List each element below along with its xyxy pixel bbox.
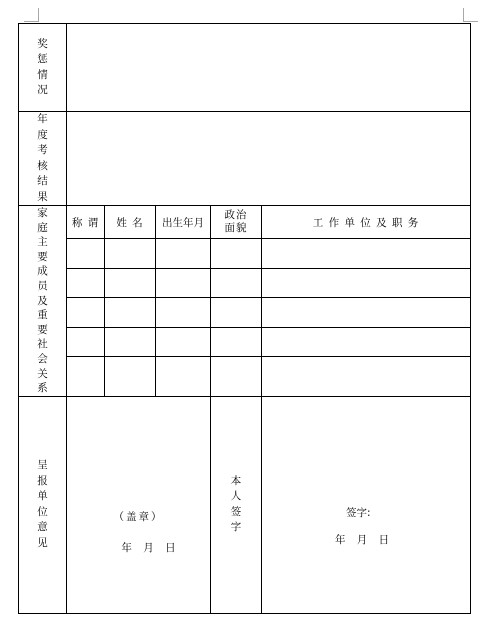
crop-mark-left-horizontal xyxy=(24,21,39,22)
family-header-birth: 出生年月 xyxy=(156,206,211,239)
family-label: 家庭主要成员及重要社会关系 xyxy=(37,207,48,395)
family-cell-birth[interactable] xyxy=(156,357,211,397)
family-cell-name[interactable] xyxy=(105,239,156,268)
family-cell-political[interactable] xyxy=(211,298,262,327)
awards-row xyxy=(19,24,471,112)
family-cell-birth[interactable] xyxy=(156,268,211,297)
family-row xyxy=(19,327,471,356)
opinion-row xyxy=(19,396,471,613)
family-cell-birth[interactable] xyxy=(156,327,211,356)
family-cell-workplace[interactable] xyxy=(262,268,471,297)
family-cell-workplace[interactable] xyxy=(262,357,471,397)
report-unit-opinion-field[interactable] xyxy=(67,396,211,613)
family-row xyxy=(19,239,471,268)
family-cell-political[interactable] xyxy=(211,327,262,356)
family-cell-birth[interactable] xyxy=(156,298,211,327)
annual-review-row xyxy=(19,112,471,206)
annual-review-label-cell xyxy=(19,112,67,206)
family-label-cell xyxy=(19,206,67,397)
annual-review-label: 年度考核结果 xyxy=(37,113,48,203)
family-row xyxy=(19,298,471,327)
family-cell-name[interactable] xyxy=(105,298,156,327)
family-cell-name[interactable] xyxy=(105,327,156,356)
awards-label-cell xyxy=(19,24,67,112)
family-cell-political[interactable] xyxy=(211,239,262,268)
family-cell-political[interactable] xyxy=(211,268,262,297)
family-cell-name[interactable] xyxy=(105,357,156,397)
personal-sign-label-cell xyxy=(211,396,262,613)
personal-date-line: 年 月 日 xyxy=(334,533,390,546)
sign-label: 签字: xyxy=(346,506,371,519)
family-cell-workplace[interactable] xyxy=(262,239,471,268)
crop-mark-right-vertical xyxy=(463,8,464,22)
annual-review-content-field[interactable] xyxy=(67,112,471,206)
family-header-workplace: 工 作 单 位 及 职 务 xyxy=(262,206,471,239)
report-unit-label: 呈报单位意见 xyxy=(37,459,48,549)
family-cell-relation[interactable] xyxy=(67,357,105,397)
family-cell-political[interactable] xyxy=(211,357,262,397)
personal-sign-label: 本人签字 xyxy=(230,474,242,534)
family-cell-relation[interactable] xyxy=(67,239,105,268)
awards-content-field[interactable] xyxy=(67,24,471,112)
personnel-form-table xyxy=(18,23,471,614)
unit-date-line: 年 月 日 xyxy=(121,541,176,554)
family-header-name: 姓 名 xyxy=(105,206,156,239)
seal-note: （盖章） xyxy=(113,510,164,523)
family-cell-relation[interactable] xyxy=(67,298,105,327)
family-cell-name[interactable] xyxy=(105,268,156,297)
awards-label: 奖惩情况 xyxy=(37,37,48,96)
family-cell-birth[interactable] xyxy=(156,239,211,268)
personal-signature-field[interactable] xyxy=(262,396,471,613)
family-cell-workplace[interactable] xyxy=(262,298,471,327)
family-header-political-cell xyxy=(211,206,262,239)
family-cell-workplace[interactable] xyxy=(262,327,471,356)
crop-mark-left-vertical xyxy=(38,8,39,22)
family-header-political: 政治面貌 xyxy=(224,209,248,235)
report-unit-label-cell xyxy=(19,396,67,613)
family-header-relation: 称 谓 xyxy=(67,206,105,239)
crop-mark-right-horizontal xyxy=(463,21,478,22)
family-cell-relation[interactable] xyxy=(67,268,105,297)
family-row xyxy=(19,268,471,297)
family-cell-relation[interactable] xyxy=(67,327,105,356)
family-header-row xyxy=(19,206,471,239)
family-row xyxy=(19,357,471,397)
